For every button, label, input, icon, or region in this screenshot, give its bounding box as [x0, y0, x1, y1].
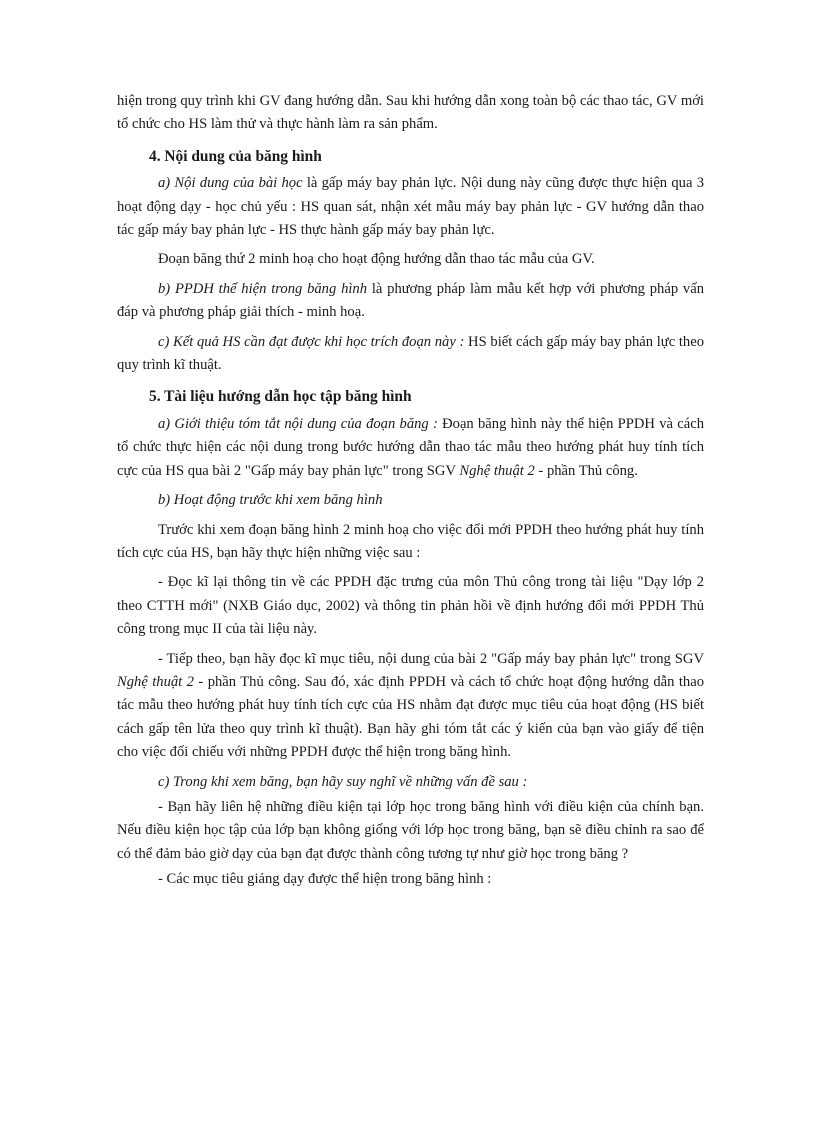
section-4-heading: 4. Nội dung của băng hình — [149, 147, 322, 165]
section-5-item-a — [117, 413, 704, 483]
section-5-item-b-heading: b) Hoạt động trước khi xem băng hình — [158, 492, 383, 509]
section-4-item-c-text: HS biết cách gấp máy bay phản lực theo quy trình kĩ thuật. — [117, 333, 705, 374]
section-4-item-a-text: là gấp máy bay phản lực. Nội dung này cũng được thực hiện qua 3 hoạt động dạy - học chủ yếu : HS quan sát, nhận xét mẫu máy bay phản lực - GV hướng dẫn thao tác gấp máy bay phản lực - HS thực hành gấp máy bay phản lực. — [117, 175, 704, 239]
document-page — [117, 90, 704, 898]
section-4-paragraph-2: Đoạn băng thứ 2 minh hoạ cho hoạt động hướng dẫn thao tác mẫu của GV. — [158, 251, 595, 268]
section-5-item-b-paragraph-1: Trước khi xem đoạn băng hình 2 minh hoạ cho việc đổi mới PPDH theo hướng phát huy tính tích cực của HS, bạn hãy thực hiện những việc sau : — [117, 521, 704, 561]
section-4-item-a-lead: a) Nội dung của bài học — [158, 175, 303, 192]
section-4-item-a — [117, 172, 704, 242]
section-5-item-c-heading: c) Trong khi xem băng, bạn hãy suy nghĩ về những vấn đề sau : — [158, 773, 528, 790]
section-5-item-b-paragraph-3-text-2: - phần Thủ công. Sau đó, xác định PPDH và cách tổ chức hoạt động hướng dẫn thao tác mẫu theo hướng phát huy tính tích cực của HS nhằm đạt được mục tiêu của hoạt động (HS biết cách gấp tên lửa theo quy trình kĩ thuật). Bạn hãy ghi tóm tắt các ý kiến của bạn vào giấy để tiện cho việc đối chiếu với những PPDH được thể hiện trong băng hình. — [117, 673, 704, 761]
section-5-item-a-text-2: - phần Thủ công. — [534, 462, 638, 479]
section-4-item-b — [117, 278, 704, 325]
section-5-item-b-paragraph-3 — [117, 648, 704, 765]
section-4-item-c-lead: c) Kết quả HS cần đạt được khi học trích đoạn này : — [158, 333, 465, 350]
section-5-item-c-paragraph-1: - Bạn hãy liên hệ những điều kiện tại lớp học trong băng hình với điều kiện của chính bạn. Nếu điều kiện học tập của lớp bạn không giống với lớp học trong băng, bạn sẽ điều chỉnh ra sao để có thể đảm bảo giờ dạy của bạn đạt được thành công tương tự như giờ học trong băng ? — [117, 798, 704, 862]
section-4-item-b-text: là phương pháp làm mẫu kết hợp với phương pháp vấn đáp và phương pháp giải thích - minh hoạ. — [117, 280, 704, 321]
section-5-item-a-book-title: Nghệ thuật 2 — [459, 462, 535, 479]
section-5-item-b-paragraph-3-text-1: - Tiếp theo, bạn hãy đọc kĩ mục tiêu, nội dung của bài 2 "Gấp máy bay phản lực" trong SGV — [158, 650, 704, 667]
section-5-item-a-lead: a) Giới thiệu tóm tắt nội dung của đoạn băng : — [158, 415, 438, 432]
section-5-heading: 5. Tài liệu hướng dẫn học tập băng hình — [149, 388, 412, 406]
section-4-item-b-lead: b) PPDH thể hiện trong băng hình — [158, 280, 368, 297]
section-5-item-c-paragraph-2: - Các mục tiêu giảng dạy được thể hiện trong băng hình : — [158, 871, 492, 888]
intro-paragraph: hiện trong quy trình khi GV đang hướng dẫn. Sau khi hướng dẫn xong toàn bộ các thao tác, GV mới tổ chức cho HS làm thử và thực hành làm ra sản phẩm. — [117, 93, 704, 133]
section-5-item-a-text-1: Đoạn băng hình này thể hiện PPDH và cách tổ chức thực hiện các nội dung trong bước hướng dẫn thao tác mẫu theo hướng phát huy tính tích cực của HS qua bài 2 "Gấp máy bay phản lực" trong SGV — [117, 415, 704, 479]
section-4-item-c — [117, 331, 704, 378]
section-5-item-b-paragraph-2: - Đọc kĩ lại thông tin về các PPDH đặc trưng của môn Thủ công trong tài liệu "Dạy lớp 2 theo CTTH mới" (NXB Giáo dục, 2002) và thông tin phản hồi về định hướng đổi mới PPDH Thủ công trong mục II của tài liệu này. — [117, 574, 704, 638]
section-5-item-b-paragraph-3-book-title: Nghệ thuật 2 — [117, 673, 194, 690]
